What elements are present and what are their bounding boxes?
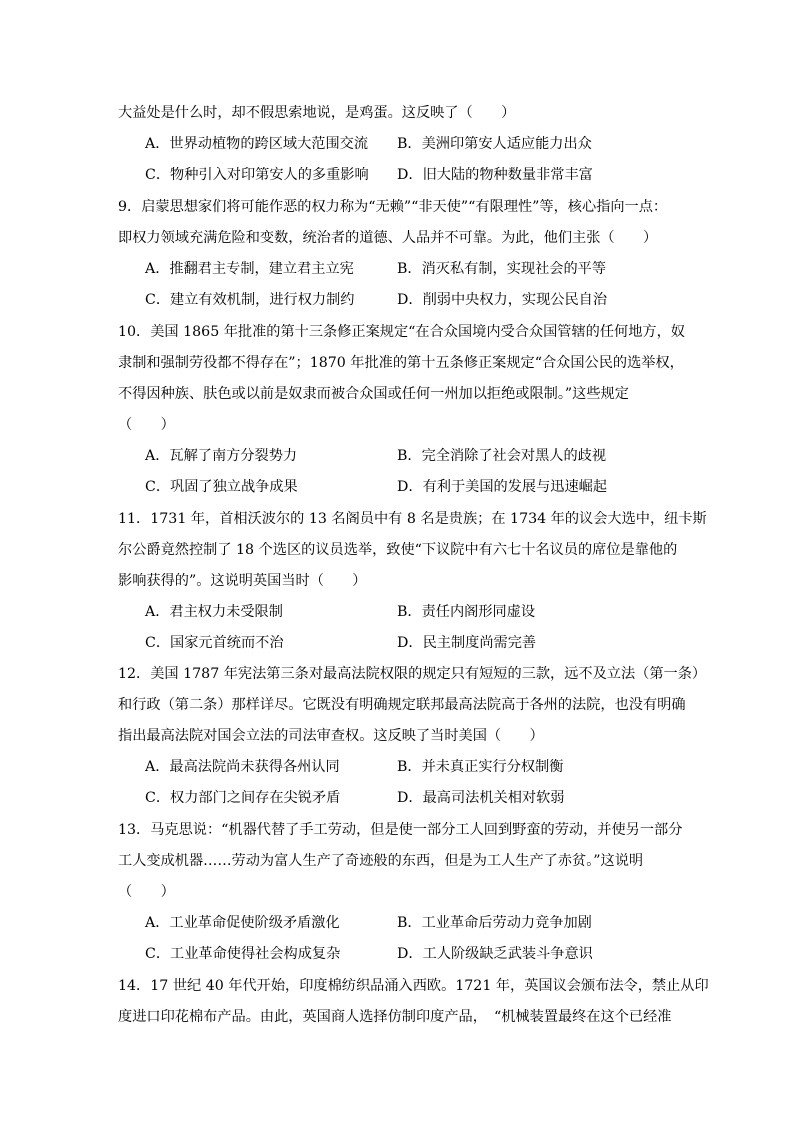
q11-option-b: B．责任内阁形同虚设 <box>397 604 536 620</box>
q8-option-c: C．物种引入对印第安人的多重影响 <box>145 167 369 183</box>
q10-option-d: D．有利于美国的发展与迅速崛起 <box>397 479 608 495</box>
q11-stem-line: 11．1731 年，首相沃波尔的 13 名阁员中有 8 名是贵族；在 1734 年的议会大选中，纽卡斯 <box>118 511 707 527</box>
q14-stem-line: 14．17 世纪 40 年代开始，印度棉纺织品涌入西欧。1721 年，英国议会颁布法令，禁止从印 <box>118 978 709 994</box>
q12-option-a: A．最高法院尚未获得各州认同 <box>145 759 340 775</box>
q9-option-a: A．推翻君主专制，建立君主立宪 <box>145 261 354 277</box>
q13-option-b: B．工业革命后劳动力竞争加剧 <box>397 915 592 931</box>
q10-stem-line: 10．美国 1865 年批准的第十三条修正案规定“在合众国境内受合众国管辖的任何地方，奴 <box>118 324 685 340</box>
q12-stem-line: 指出最高法院对国会立法的司法审查权。这反映了当时美国（ ） <box>118 728 544 744</box>
q8-stem-tail: 大益处是什么时，却不假思索地说，是鸡蛋。这反映了（ ） <box>118 105 516 121</box>
q12-stem-line: 12．美国 1787 年宪法第三条对最高法院权限的规定只有短短的三款，远不及立法（第一条） <box>118 666 707 682</box>
q10-option-a: A．瓦解了南方分裂势力 <box>145 448 298 464</box>
q8-option-a: A．世界动植物的跨区域大范围交流 <box>145 136 369 152</box>
q13-option-c: C．工业革命使得社会构成复杂 <box>145 946 341 962</box>
q13-stem-line: （ ） <box>118 884 175 900</box>
q10-stem-line: 隶制和强制劳役都不得存在”；1870 年批准的第十五条修正案规定“合众国公民的选举权， <box>118 355 684 371</box>
q11-option-d: D．民主制度尚需完善 <box>397 635 537 651</box>
q11-stem-line: 影响获得的”。这说明英国当时（ ） <box>118 573 367 589</box>
q8-option-d: D．旧大陆的物种数量非常丰富 <box>397 167 593 183</box>
q13-stem-line: 工人变成机器……劳动为富人生产了奇迹般的东西，但是为工人生产了赤贫。”这说明 <box>118 853 644 869</box>
q14-stem-line: 度进口印花棉布产品。由此，英国商人选择仿制印度产品， “机械装置最终在这个已经准 <box>118 1009 672 1025</box>
q12-stem-line: 和行政（第二条）那样详尽。它既没有明确规定联邦最高法院高于各州的法院，也没有明确 <box>118 697 686 713</box>
q9-option-b: B．消灭私有制，实现社会的平等 <box>397 261 607 277</box>
q10-option-b: B．完全消除了社会对黑人的歧视 <box>397 448 607 464</box>
q10-stem-line: （ ） <box>118 417 175 433</box>
q13-stem-line: 13．马克思说：“机器代替了手工劳动，但是使一部分工人回到野蛮的劳动，并使另一部分 <box>118 822 683 838</box>
q13-option-a: A．工业革命促使阶级矛盾激化 <box>145 915 340 931</box>
q9-option-c: C．建立有效机制，进行权力制约 <box>145 292 355 308</box>
q8-option-b: B．美洲印第安人适应能力出众 <box>397 136 592 152</box>
q11-option-a: A．君主权力未受限制 <box>145 604 283 620</box>
q9-stem-line: 即权力领域充满危险和变数，统治者的道德、人品并不可靠。为此，他们主张（ ） <box>118 230 658 246</box>
q10-stem-line: 不得因种族、肤色或以前是奴隶而被合众国或任何一州加以拒绝或限制。”这些规定 <box>118 386 629 402</box>
q12-option-c: C．权力部门之间存在尖锐矛盾 <box>145 790 341 806</box>
q12-option-d: D．最高司法机关相对软弱 <box>397 790 565 806</box>
q11-stem-line: 尔公爵竟然控制了 18 个选区的议员选举，致使“下议院中有六七十名议员的席位是靠他的 <box>118 542 678 558</box>
q13-option-d: D．工人阶级缺乏武装斗争意识 <box>397 946 593 962</box>
q10-option-c: C．巩固了独立战争成果 <box>145 479 298 495</box>
q9-option-d: D．削弱中央权力，实现公民自治 <box>397 292 608 308</box>
q12-option-b: B．并未真正实行分权制衡 <box>397 759 564 775</box>
q9-stem-line: 9．启蒙思想家们将可能作恶的权力称为“无赖”“非天使”“有限理性”等，核心指向一点： <box>118 199 668 215</box>
q11-option-c: C．国家元首统而不治 <box>145 635 284 651</box>
